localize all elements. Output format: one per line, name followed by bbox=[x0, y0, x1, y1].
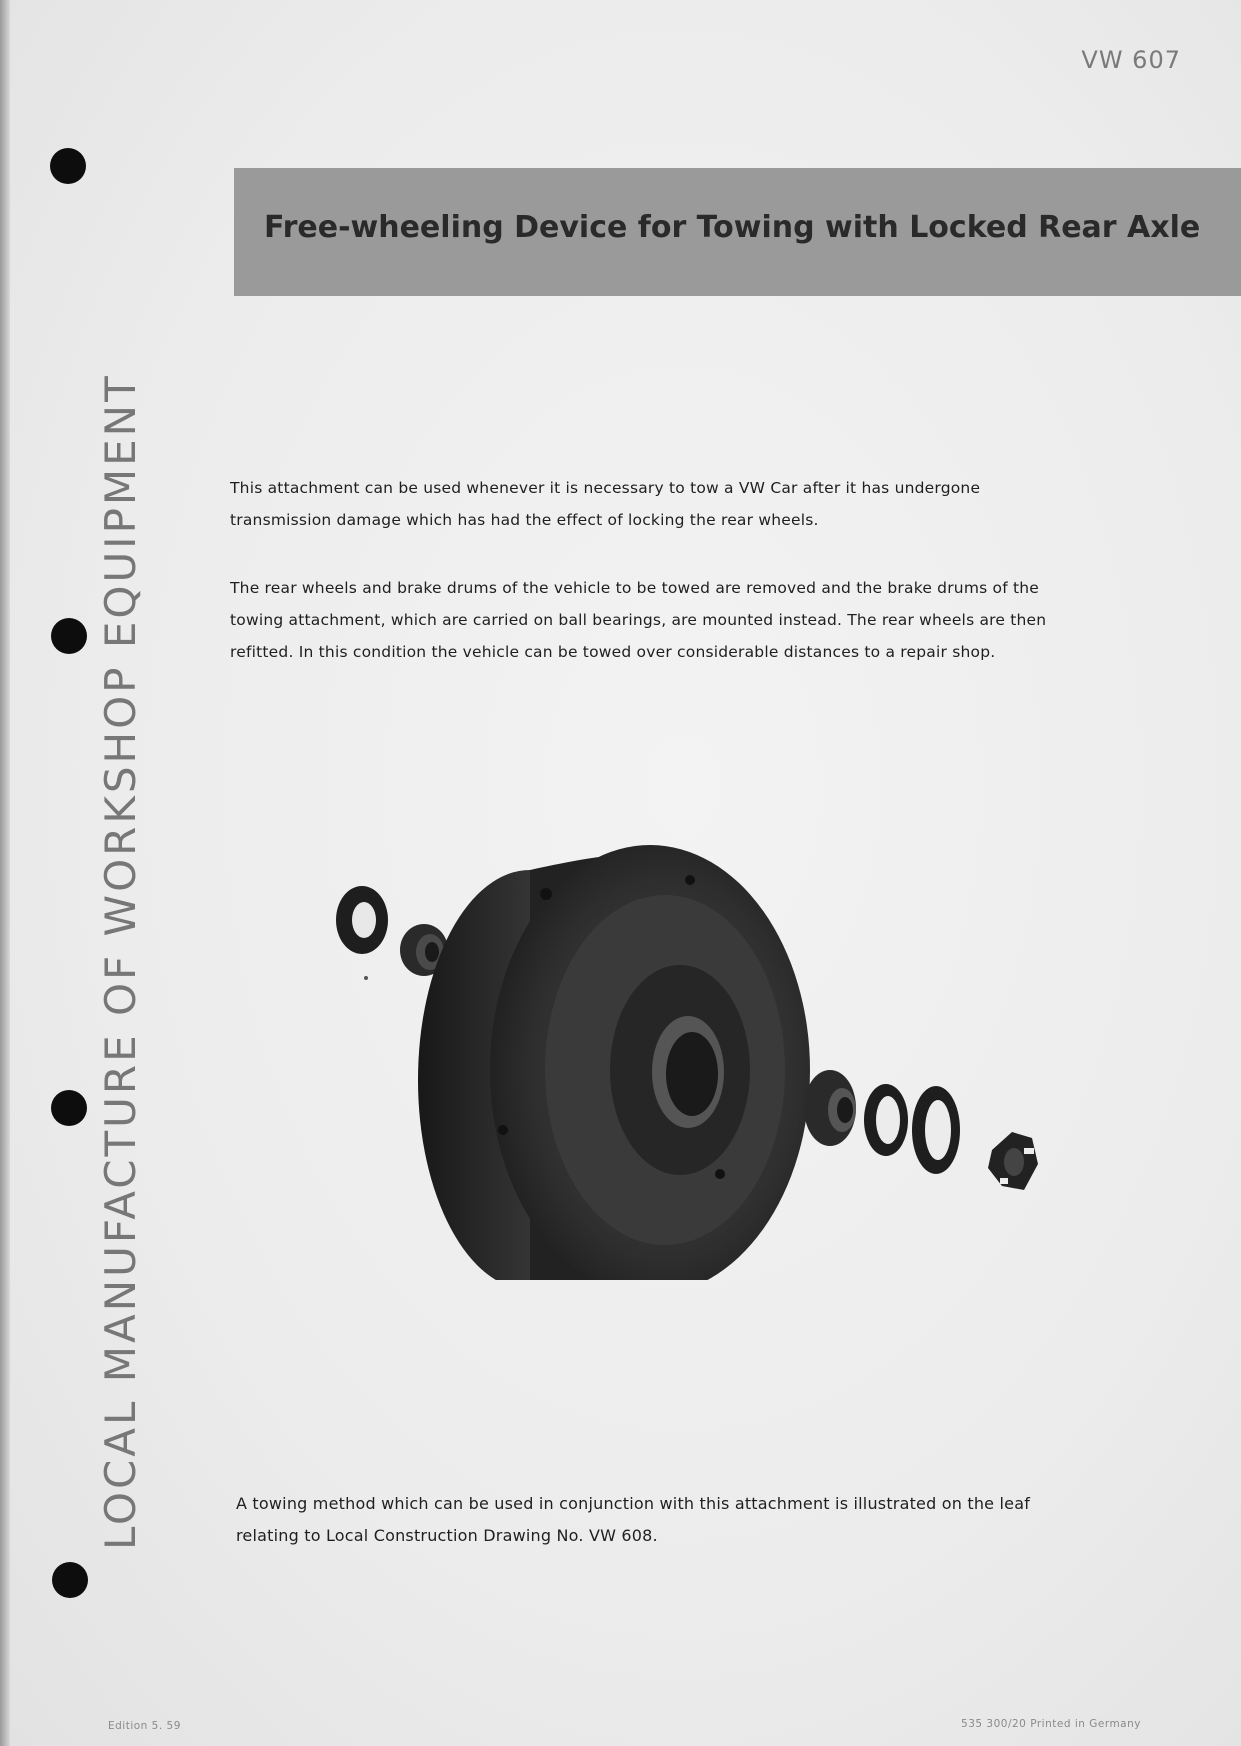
brake-drum-icon bbox=[418, 845, 810, 1280]
intro-paragraph: This attachment can be used whenever it is necessary to tow a VW Car after it has undergone transmission damage which has had the effect of locking the rear wheels. bbox=[230, 479, 981, 529]
edition-note: Edition 5. 59 bbox=[108, 1720, 181, 1732]
reference-paragraph: A towing method which can be used in conjunction with this attachment is illustrated on the leaf relating to Local Construction Drawing No. VW 608. bbox=[236, 1494, 1031, 1545]
washer-2-icon bbox=[912, 1086, 960, 1174]
castle-nut-icon bbox=[988, 1132, 1038, 1190]
procedure-paragraph: The rear wheels and brake drums of the vehicle to be towed are removed and the brake drums of the towing attachment, which are carried on ball bearings, are mounted instead. The rear wheels are then refitted. In this condition the vehicle can be towed over considerable distances to a repair shop. bbox=[230, 579, 1047, 661]
brake-drum-illustration bbox=[320, 780, 1080, 1280]
punch-hole-2 bbox=[51, 618, 87, 654]
title-banner bbox=[234, 168, 1241, 296]
washer-1-icon bbox=[864, 1084, 908, 1156]
page-title: Free-wheeling Device for Towing with Locked Rear Axle bbox=[264, 210, 1201, 245]
seal-ring-left-icon bbox=[336, 886, 388, 954]
print-note: 535 300/20 Printed in Germany bbox=[961, 1718, 1141, 1730]
punch-hole-1 bbox=[50, 148, 86, 184]
page-left-edge bbox=[0, 0, 10, 1746]
bearing-right-icon bbox=[804, 1070, 856, 1146]
punch-hole-4 bbox=[52, 1562, 88, 1598]
vertical-series-title: LOCAL MANUFACTURE OF WORKSHOP EQUIPMENT bbox=[96, 373, 145, 1550]
document-number: VW 607 bbox=[1081, 46, 1181, 74]
punch-hole-3 bbox=[51, 1090, 87, 1126]
